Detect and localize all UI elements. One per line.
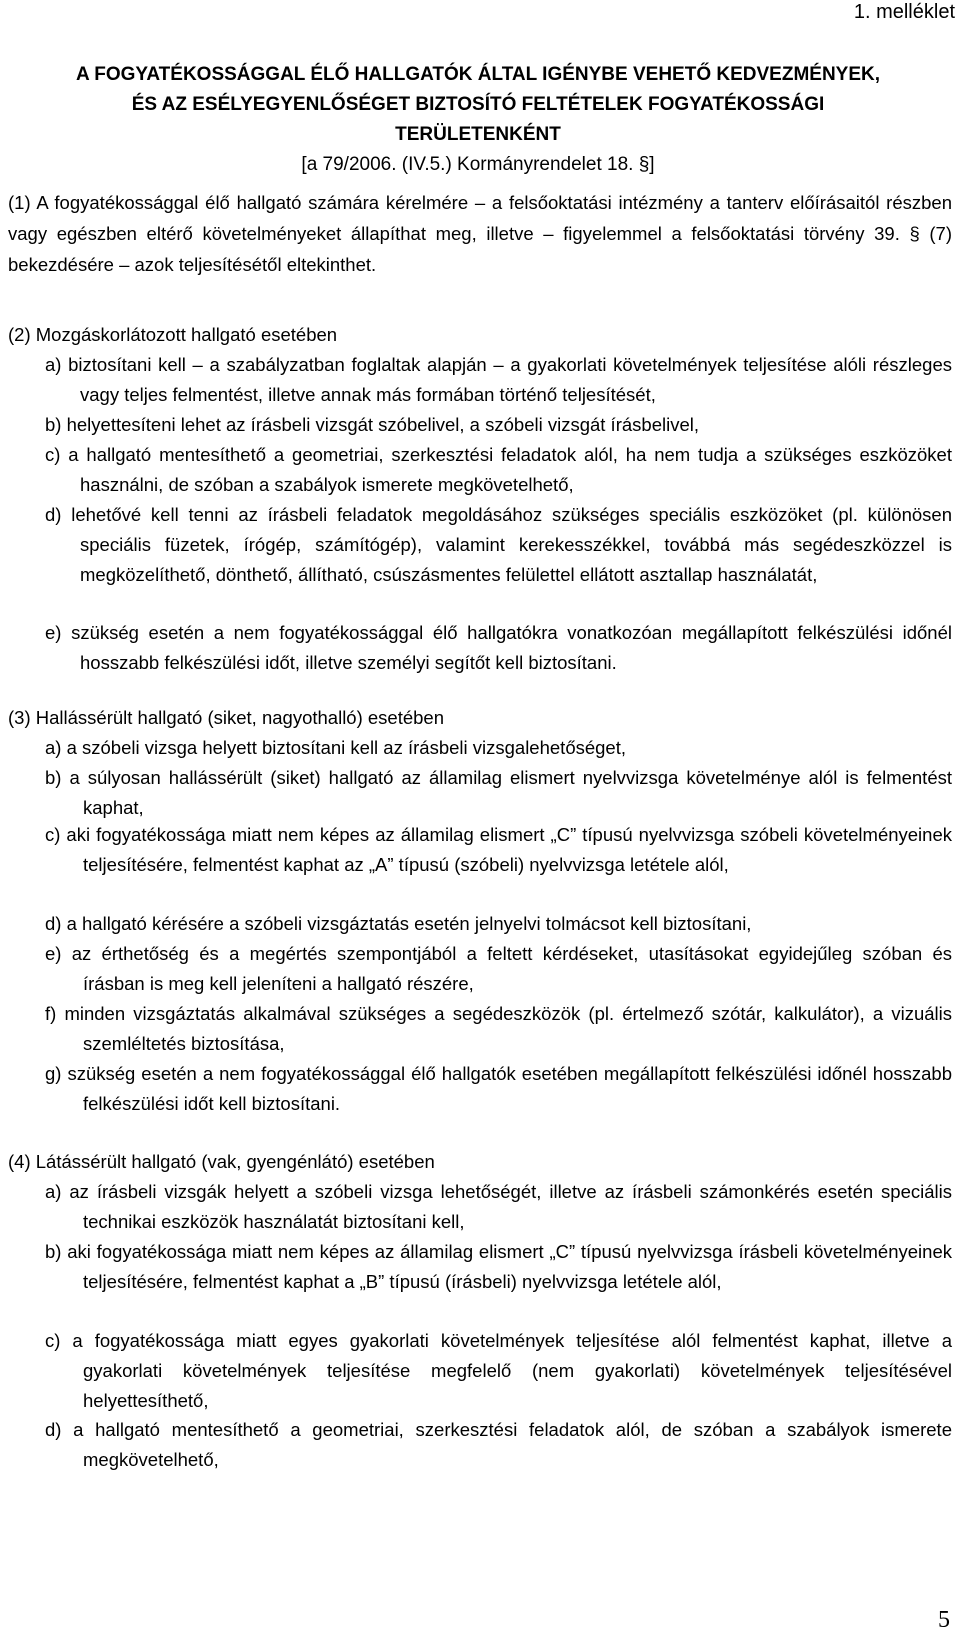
title-line-3: TERÜLETENKÉNT	[395, 124, 561, 145]
section-4-heading: (4) Látássérült hallgató (vak, gyengénlátó) esetében	[8, 1151, 435, 1172]
section-4-item-c: c) a fogyatékossága miatt egyes gyakorlati követelmények teljesítése alól felmentést kaphat, illetve a gyakorlati követelmények teljesítése megfelelő (nem gyakorlati) követelmények teljesítésével helyettesíthető,	[45, 1330, 952, 1411]
section-3-item-b: b) a súlyosan hallássérült (siket) hallgató az államilag elismert nyelvvizsga követelménye alól is felmentést kaphat,	[45, 767, 952, 818]
section-3-item-e: e) az érthetőség és a megértés szempontjából a feltett kérdéseket, utasításokat egyidejűleg szóban és írásban is meg kell jeleníteni a hallgató részére,	[45, 943, 952, 994]
title-line-2: ÉS AZ ESÉLYEGYENLŐSÉGET BIZTOSÍTÓ FELTÉTELEK FOGYATÉKOSSÁGI	[131, 94, 825, 115]
section-2-item-b: b) helyettesíteni lehet az írásbeli vizsgát szóbelivel, a szóbeli vizsgát írásbelivel,	[45, 414, 699, 435]
section-4-item-b: b) aki fogyatékossága miatt nem képes az államilag elismert „C” típusú nyelvvizsga írásbeli követelményeinek teljesítésére, felmentést kaphat a „B” típusú (írásbeli) nyelvvizsga letétele alól,	[45, 1241, 952, 1292]
section-4-item-a: a) az írásbeli vizsgák helyett a szóbeli vizsga lehetőségét, illetve az írásbeli számonkérés esetén speciális technikai eszközök használatát biztosítani kell,	[45, 1181, 952, 1232]
section-3-heading: (3) Hallássérült hallgató (siket, nagyothalló) esetében	[8, 707, 445, 728]
section-2-item-c: c) a hallgató mentesíthető a geometriai, szerkesztési feladatok alól, ha nem tudja a szükséges eszközöket használni, de szóban a szabályok ismerete megkövetelhető,	[45, 444, 952, 495]
section-3-item-g: g) szükség esetén a nem fogyatékossággal élő hallgatók esetében megállapított felkészülési időnél hosszabb felkészülési időt kell biztosítani.	[45, 1063, 952, 1114]
section-3-item-d: d) a hallgató kérésére a szóbeli vizsgáztatás esetén jelnyelvi tolmácsot kell biztosítani,	[45, 913, 752, 934]
section-2-item-e: e) szükség esetén a nem fogyatékossággal élő hallgatókra vonatkozóan megállapított felkészülési időnél hosszabb felkészülési időt, illetve személyi segítőt kell biztosítani.	[45, 622, 952, 673]
section-2-item-a: a) biztosítani kell – a szabályzatban foglaltak alapján – a gyakorlati követelmények teljesítése alóli részleges vagy teljes felmentést, illetve annak más formában történő teljesítését,	[45, 354, 952, 405]
section-2-heading: (2) Mozgáskorlátozott hallgató esetében	[8, 324, 338, 345]
annex-label: 1. melléklet	[853, 1, 955, 23]
section-1-paragraph: (1) A fogyatékossággal élő hallgató számára kérelmére – a felsőoktatási intézmény a tanterv előírásaitól részben vagy egészben eltérő követelményeket állapíthat meg, illetve – figyelemmel a felsőoktatási törvény 39. § (7) bekezdésére – azok teljesítésétől eltekinthet.	[8, 192, 952, 275]
title-reference: [a 79/2006. (IV.5.) Kormányrendelet 18. §]	[301, 154, 655, 175]
document-title	[8, 60, 948, 180]
page-number: 5	[938, 1607, 950, 1633]
section-3-item-a: a) a szóbeli vizsga helyett biztosítani kell az írásbeli vizsgalehetőséget,	[45, 737, 626, 758]
title-line-1: A FOGYATÉKOSSÁGGAL ÉLŐ HALLGATÓK ÁLTAL IGÉNYBE VEHETŐ KEDVEZMÉNYEK,	[75, 64, 881, 85]
section-3-item-c: c) aki fogyatékossága miatt nem képes az államilag elismert „C” típusú nyelvvizsga szóbeli követelményeinek teljesítésére, felmentést kaphat az „A” típusú (szóbeli) nyelvvizsga letétele alól,	[45, 824, 952, 875]
section-3-item-f: f) minden vizsgáztatás alkalmával szükséges a segédeszközök (pl. értelmező szótár, kalkulátor), a vizuális szemléltetés biztosítása,	[45, 1003, 952, 1054]
section-4-item-d: d) a hallgató mentesíthető a geometriai, szerkesztési feladatok alól, de szóban a szabályok ismerete megkövetelhető,	[45, 1419, 952, 1470]
section-2-item-d: d) lehetővé kell tenni az írásbeli feladatok megoldásához szükséges speciális eszközöket (pl. különösen speciális füzetek, írógép, számítógép), valamint kerekesszékkel, továbbá más segédeszközzel is megközelíthető, dönthető, állítható, csúszásmentes felülettel ellátott asztallap használatát,	[45, 504, 952, 585]
